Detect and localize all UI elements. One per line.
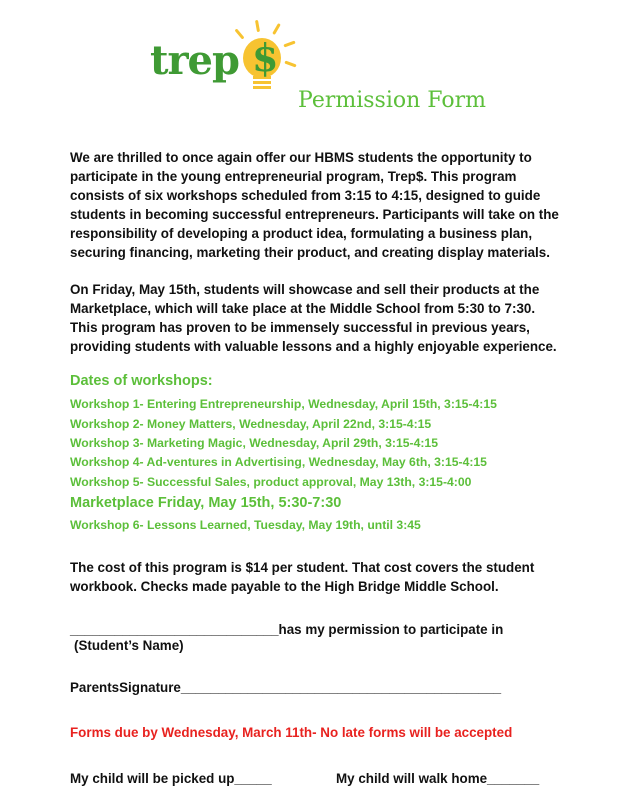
cost-paragraph: The cost of this program is $14 per student. That cost covers the student workbook. Checks made payable to the High Bridge Middle School. bbox=[70, 560, 535, 594]
workshop-item: Workshop 2- Money Matters, Wednesday, April 22nd, 3:15-4:15 bbox=[70, 417, 432, 431]
walk-home-option: My child will walk home_______ bbox=[336, 771, 540, 786]
marketplace-date: Marketplace Friday, May 15th, 5:30-7:30 bbox=[70, 495, 342, 511]
page-title: Permission Form bbox=[298, 88, 486, 113]
marketplace-paragraph: On Friday, May 15th, students will showcase and sell their products at the Marketplace, which will take place at the Middle School from 5:30 to 7:30. This program has proven to be immensely successful in previous years, providing students with valuable lessons and a highly enjoyable experience. bbox=[70, 282, 557, 354]
intro-paragraph: We are thrilled to once again offer our HBMS students the opportunity to participate in the young entrepreneurial program, Trep$. This program consists of six workshops scheduled from 3:15 to 4:15, designed to guide students in becoming successful entrepreneurs. Participants will take on the responsibility of developing a product idea, formulating a business plan, securing financing, marketing their product, and creating display materials. bbox=[70, 150, 559, 260]
workshop-item: Workshop 4- Ad-ventures in Advertising, Wednesday, May 6th, 3:15-4:15 bbox=[70, 455, 487, 469]
workshop-item: Workshop 1- Entering Entrepreneurship, Wednesday, April 15th, 3:15-4:15 bbox=[70, 397, 497, 411]
workshop-item: Workshop 3- Marketing Magic, Wednesday, April 29th, 3:15-4:15 bbox=[70, 436, 438, 450]
student-name-label: (Student’s Name) bbox=[74, 638, 184, 653]
due-notice: Forms due by Wednesday, March 11th- No late forms will be accepted bbox=[70, 725, 513, 740]
parent-signature-line: ParentsSignature___________________________________________ bbox=[70, 680, 502, 695]
permission-line: ____________________________has my permission to participate in bbox=[70, 622, 504, 637]
treps-logo: trep $ bbox=[150, 20, 300, 105]
dates-heading: Dates of workshops: bbox=[70, 373, 213, 389]
pickup-option: My child will be picked up_____ bbox=[70, 771, 272, 786]
workshop-item: Workshop 6- Lessons Learned, Tuesday, May 19th, until 3:45 bbox=[70, 518, 421, 532]
workshop-item: Workshop 5- Successful Sales, product approval, May 13th, 3:15-4:00 bbox=[70, 475, 472, 489]
